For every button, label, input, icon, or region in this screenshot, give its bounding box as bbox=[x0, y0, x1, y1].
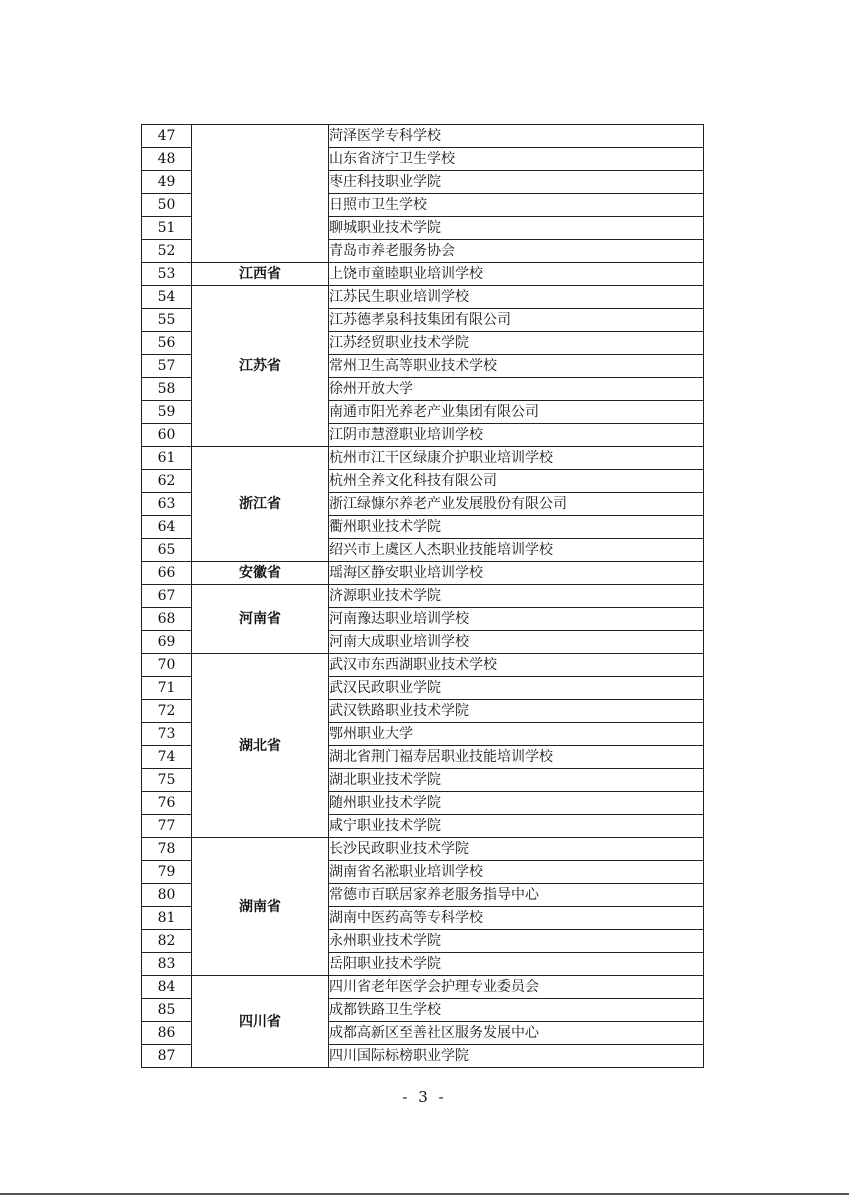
province-cell bbox=[192, 125, 329, 263]
organization-name: 浙江绿慷尔养老产业发展股份有限公司 bbox=[329, 493, 704, 516]
row-number: 75 bbox=[142, 769, 192, 792]
row-number: 54 bbox=[142, 286, 192, 309]
organization-name: 四川国际标榜职业学院 bbox=[329, 1045, 704, 1068]
organization-name: 湖南省名淞职业培训学校 bbox=[329, 861, 704, 884]
row-number: 60 bbox=[142, 424, 192, 447]
row-number: 50 bbox=[142, 194, 192, 217]
row-number: 85 bbox=[142, 999, 192, 1022]
row-number: 70 bbox=[142, 654, 192, 677]
organization-name: 常州卫生高等职业技术学校 bbox=[329, 355, 704, 378]
organization-table bbox=[141, 124, 704, 1068]
table-row bbox=[142, 562, 704, 585]
organization-name: 杭州全养文化科技有限公司 bbox=[329, 470, 704, 493]
row-number: 71 bbox=[142, 677, 192, 700]
row-number: 58 bbox=[142, 378, 192, 401]
table-row bbox=[142, 838, 704, 861]
organization-name: 随州职业技术学院 bbox=[329, 792, 704, 815]
province-cell: 安徽省 bbox=[192, 562, 329, 585]
table-row bbox=[142, 263, 704, 286]
organization-name: 成都铁路卫生学校 bbox=[329, 999, 704, 1022]
table-row bbox=[142, 286, 704, 309]
row-number: 86 bbox=[142, 1022, 192, 1045]
organization-name: 武汉市东西湖职业技术学校 bbox=[329, 654, 704, 677]
table-row bbox=[142, 585, 704, 608]
row-number: 73 bbox=[142, 723, 192, 746]
organization-name: 杭州市江干区绿康介护职业培训学校 bbox=[329, 447, 704, 470]
province-cell: 浙江省 bbox=[192, 447, 329, 562]
scan-edge-line bbox=[0, 1193, 849, 1195]
organization-name: 江苏德孝泉科技集团有限公司 bbox=[329, 309, 704, 332]
row-number: 80 bbox=[142, 884, 192, 907]
row-number: 83 bbox=[142, 953, 192, 976]
row-number: 49 bbox=[142, 171, 192, 194]
province-cell: 河南省 bbox=[192, 585, 329, 654]
organization-name: 常德市百联居家养老服务指导中心 bbox=[329, 884, 704, 907]
organization-name: 江苏经贸职业技术学院 bbox=[329, 332, 704, 355]
row-number: 52 bbox=[142, 240, 192, 263]
row-number: 56 bbox=[142, 332, 192, 355]
organization-name: 四川省老年医学会护理专业委员会 bbox=[329, 976, 704, 999]
row-number: 78 bbox=[142, 838, 192, 861]
organization-name: 永州职业技术学院 bbox=[329, 930, 704, 953]
organization-table-body bbox=[142, 125, 704, 1068]
row-number: 69 bbox=[142, 631, 192, 654]
organization-name: 湖北职业技术学院 bbox=[329, 769, 704, 792]
organization-name: 上饶市童睦职业培训学校 bbox=[329, 263, 704, 286]
organization-name: 湖北省荆门福寿居职业技能培训学校 bbox=[329, 746, 704, 769]
organization-name: 南通市阳光养老产业集团有限公司 bbox=[329, 401, 704, 424]
row-number: 84 bbox=[142, 976, 192, 999]
province-cell: 湖南省 bbox=[192, 838, 329, 976]
row-number: 47 bbox=[142, 125, 192, 148]
row-number: 51 bbox=[142, 217, 192, 240]
organization-name: 济源职业技术学院 bbox=[329, 585, 704, 608]
row-number: 77 bbox=[142, 815, 192, 838]
organization-name: 瑶海区静安职业培训学校 bbox=[329, 562, 704, 585]
row-number: 53 bbox=[142, 263, 192, 286]
organization-name: 青岛市养老服务协会 bbox=[329, 240, 704, 263]
province-cell: 江苏省 bbox=[192, 286, 329, 447]
organization-name: 江阴市慧澄职业培训学校 bbox=[329, 424, 704, 447]
table-row bbox=[142, 654, 704, 677]
row-number: 65 bbox=[142, 539, 192, 562]
organization-name: 河南大成职业培训学校 bbox=[329, 631, 704, 654]
organization-name: 湖南中医药高等专科学校 bbox=[329, 907, 704, 930]
row-number: 76 bbox=[142, 792, 192, 815]
organization-name: 菏泽医学专科学校 bbox=[329, 125, 704, 148]
province-cell: 四川省 bbox=[192, 976, 329, 1068]
table-row bbox=[142, 125, 704, 148]
row-number: 74 bbox=[142, 746, 192, 769]
row-number: 68 bbox=[142, 608, 192, 631]
row-number: 62 bbox=[142, 470, 192, 493]
organization-name: 日照市卫生学校 bbox=[329, 194, 704, 217]
row-number: 79 bbox=[142, 861, 192, 884]
organization-name: 聊城职业技术学院 bbox=[329, 217, 704, 240]
table-row bbox=[142, 447, 704, 470]
organization-name: 长沙民政职业技术学院 bbox=[329, 838, 704, 861]
organization-name: 岳阳职业技术学院 bbox=[329, 953, 704, 976]
row-number: 81 bbox=[142, 907, 192, 930]
organization-name: 咸宁职业技术学院 bbox=[329, 815, 704, 838]
organization-name: 武汉民政职业学院 bbox=[329, 677, 704, 700]
province-cell: 江西省 bbox=[192, 263, 329, 286]
organization-name: 徐州开放大学 bbox=[329, 378, 704, 401]
row-number: 67 bbox=[142, 585, 192, 608]
row-number: 48 bbox=[142, 148, 192, 171]
organization-name: 衢州职业技术学院 bbox=[329, 516, 704, 539]
row-number: 63 bbox=[142, 493, 192, 516]
row-number: 66 bbox=[142, 562, 192, 585]
organization-name: 鄂州职业大学 bbox=[329, 723, 704, 746]
page-number: - 3 - bbox=[402, 1088, 447, 1106]
row-number: 82 bbox=[142, 930, 192, 953]
organization-name: 武汉铁路职业技术学院 bbox=[329, 700, 704, 723]
row-number: 55 bbox=[142, 309, 192, 332]
organization-name: 河南豫达职业培训学校 bbox=[329, 608, 704, 631]
row-number: 59 bbox=[142, 401, 192, 424]
organization-name: 成都高新区至善社区服务发展中心 bbox=[329, 1022, 704, 1045]
row-number: 57 bbox=[142, 355, 192, 378]
row-number: 87 bbox=[142, 1045, 192, 1068]
organization-name: 山东省济宁卫生学校 bbox=[329, 148, 704, 171]
province-cell: 湖北省 bbox=[192, 654, 329, 838]
organization-name: 枣庄科技职业学院 bbox=[329, 171, 704, 194]
table-row bbox=[142, 976, 704, 999]
row-number: 64 bbox=[142, 516, 192, 539]
organization-name: 江苏民生职业培训学校 bbox=[329, 286, 704, 309]
row-number: 72 bbox=[142, 700, 192, 723]
row-number: 61 bbox=[142, 447, 192, 470]
organization-name: 绍兴市上虞区人杰职业技能培训学校 bbox=[329, 539, 704, 562]
